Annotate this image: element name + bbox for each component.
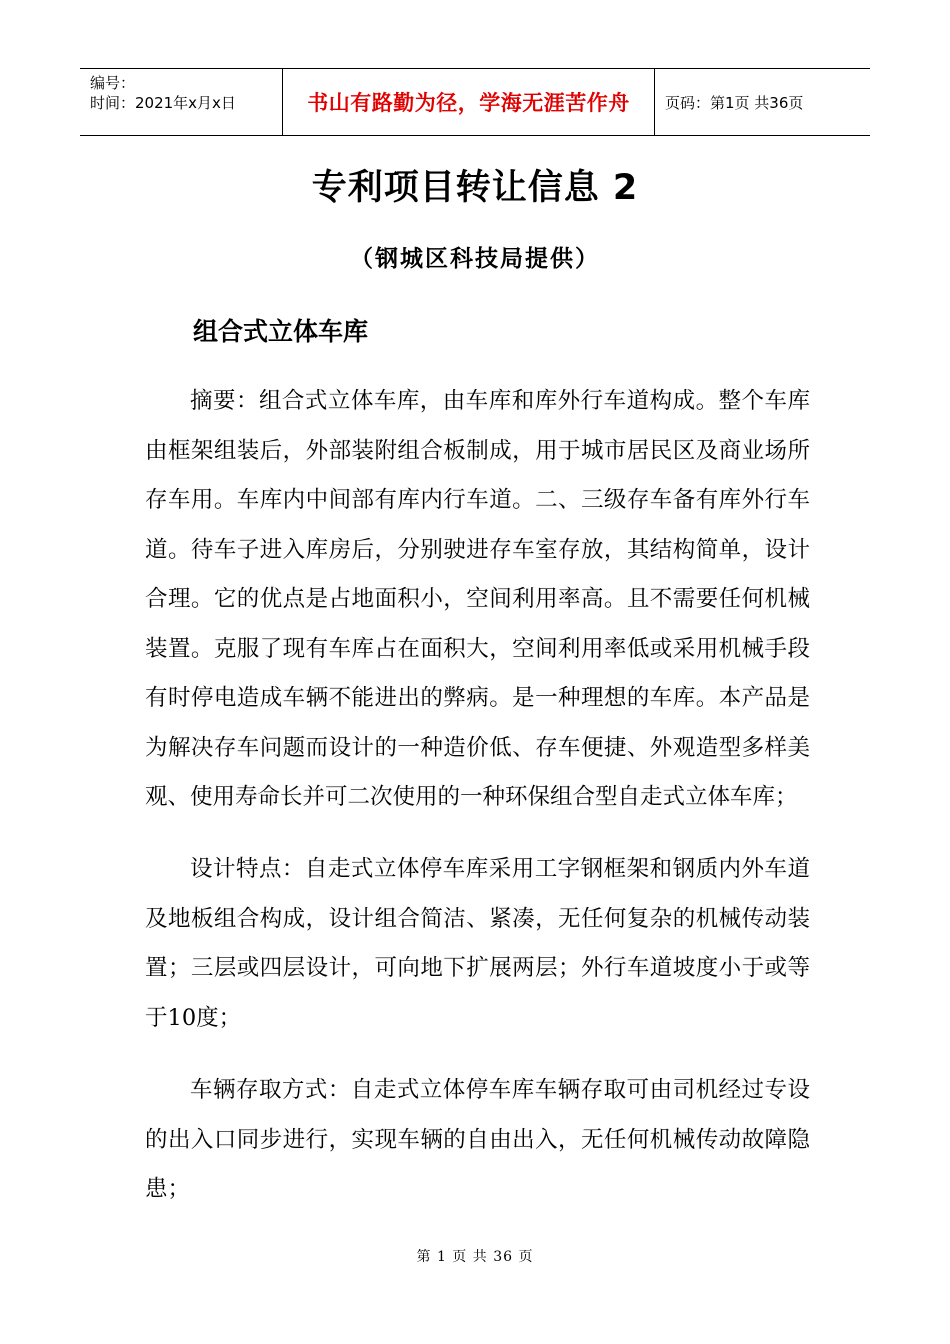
- header-number-label: 编号：: [90, 74, 136, 92]
- page-footer: 第 1 页 共 36 页: [416, 1249, 534, 1265]
- page-header-table: [80, 68, 870, 136]
- header-page-info: 页码：第1页 共36页: [665, 93, 804, 112]
- paragraph-abstract: [145, 377, 810, 823]
- header-meta-cell: [80, 69, 283, 135]
- paragraph-access-method: [145, 1066, 810, 1215]
- paragraph-text: 设计特点：自走式立体停车库采用工字钢框架和钢质内外车道及地板组合构成，设计组合简洁、紧凑，无任何复杂的机械传动装置；三层或四层设计，可向地下扩展两层；外行车道坡度小于或等于10度；: [145, 856, 810, 1031]
- paragraph-text: 摘要：组合式立体车库，由车库和库外行车道构成。整个车库由框架组装后，外部装附组合板制成，用于城市居民区及商业场所存车用。车库内中间部有库内行车道。二、三级存车备有库外行车道。待车子进入库房后，分别驶进存车室存放，其结构简单，设计合理。它的优点是占地面积小，空间利用率高。且不需要任何机械装置。克服了现有车库占在面积大，空间利用率低或采用机械手段有时停电造成车辆不能进出的弊病。是一种理想的车库。本产品是为解决存车问题而设计的一种造价低、存车便捷、外观造型多样美观、使用寿命长并可二次使用的一种环保组合型自走式立体车库；: [145, 388, 810, 810]
- section-heading: 组合式立体车库: [193, 317, 369, 346]
- header-date-label: 时间：2021年x月x日: [90, 94, 236, 112]
- header-motto: 书山有路勤为径，学海无涯苦作舟: [283, 69, 655, 135]
- paragraph-text: 车辆存取方式：自走式立体停车库车辆存取可由司机经过专设的出入口同步进行，实现车辆的自由出入，无任何机械传动故障隐患；: [145, 1077, 810, 1202]
- document-subtitle: （钢城区科技局提供）: [350, 246, 600, 272]
- paragraph-design-features: [145, 845, 810, 1043]
- document-title: 专利项目转让信息 2: [311, 168, 639, 208]
